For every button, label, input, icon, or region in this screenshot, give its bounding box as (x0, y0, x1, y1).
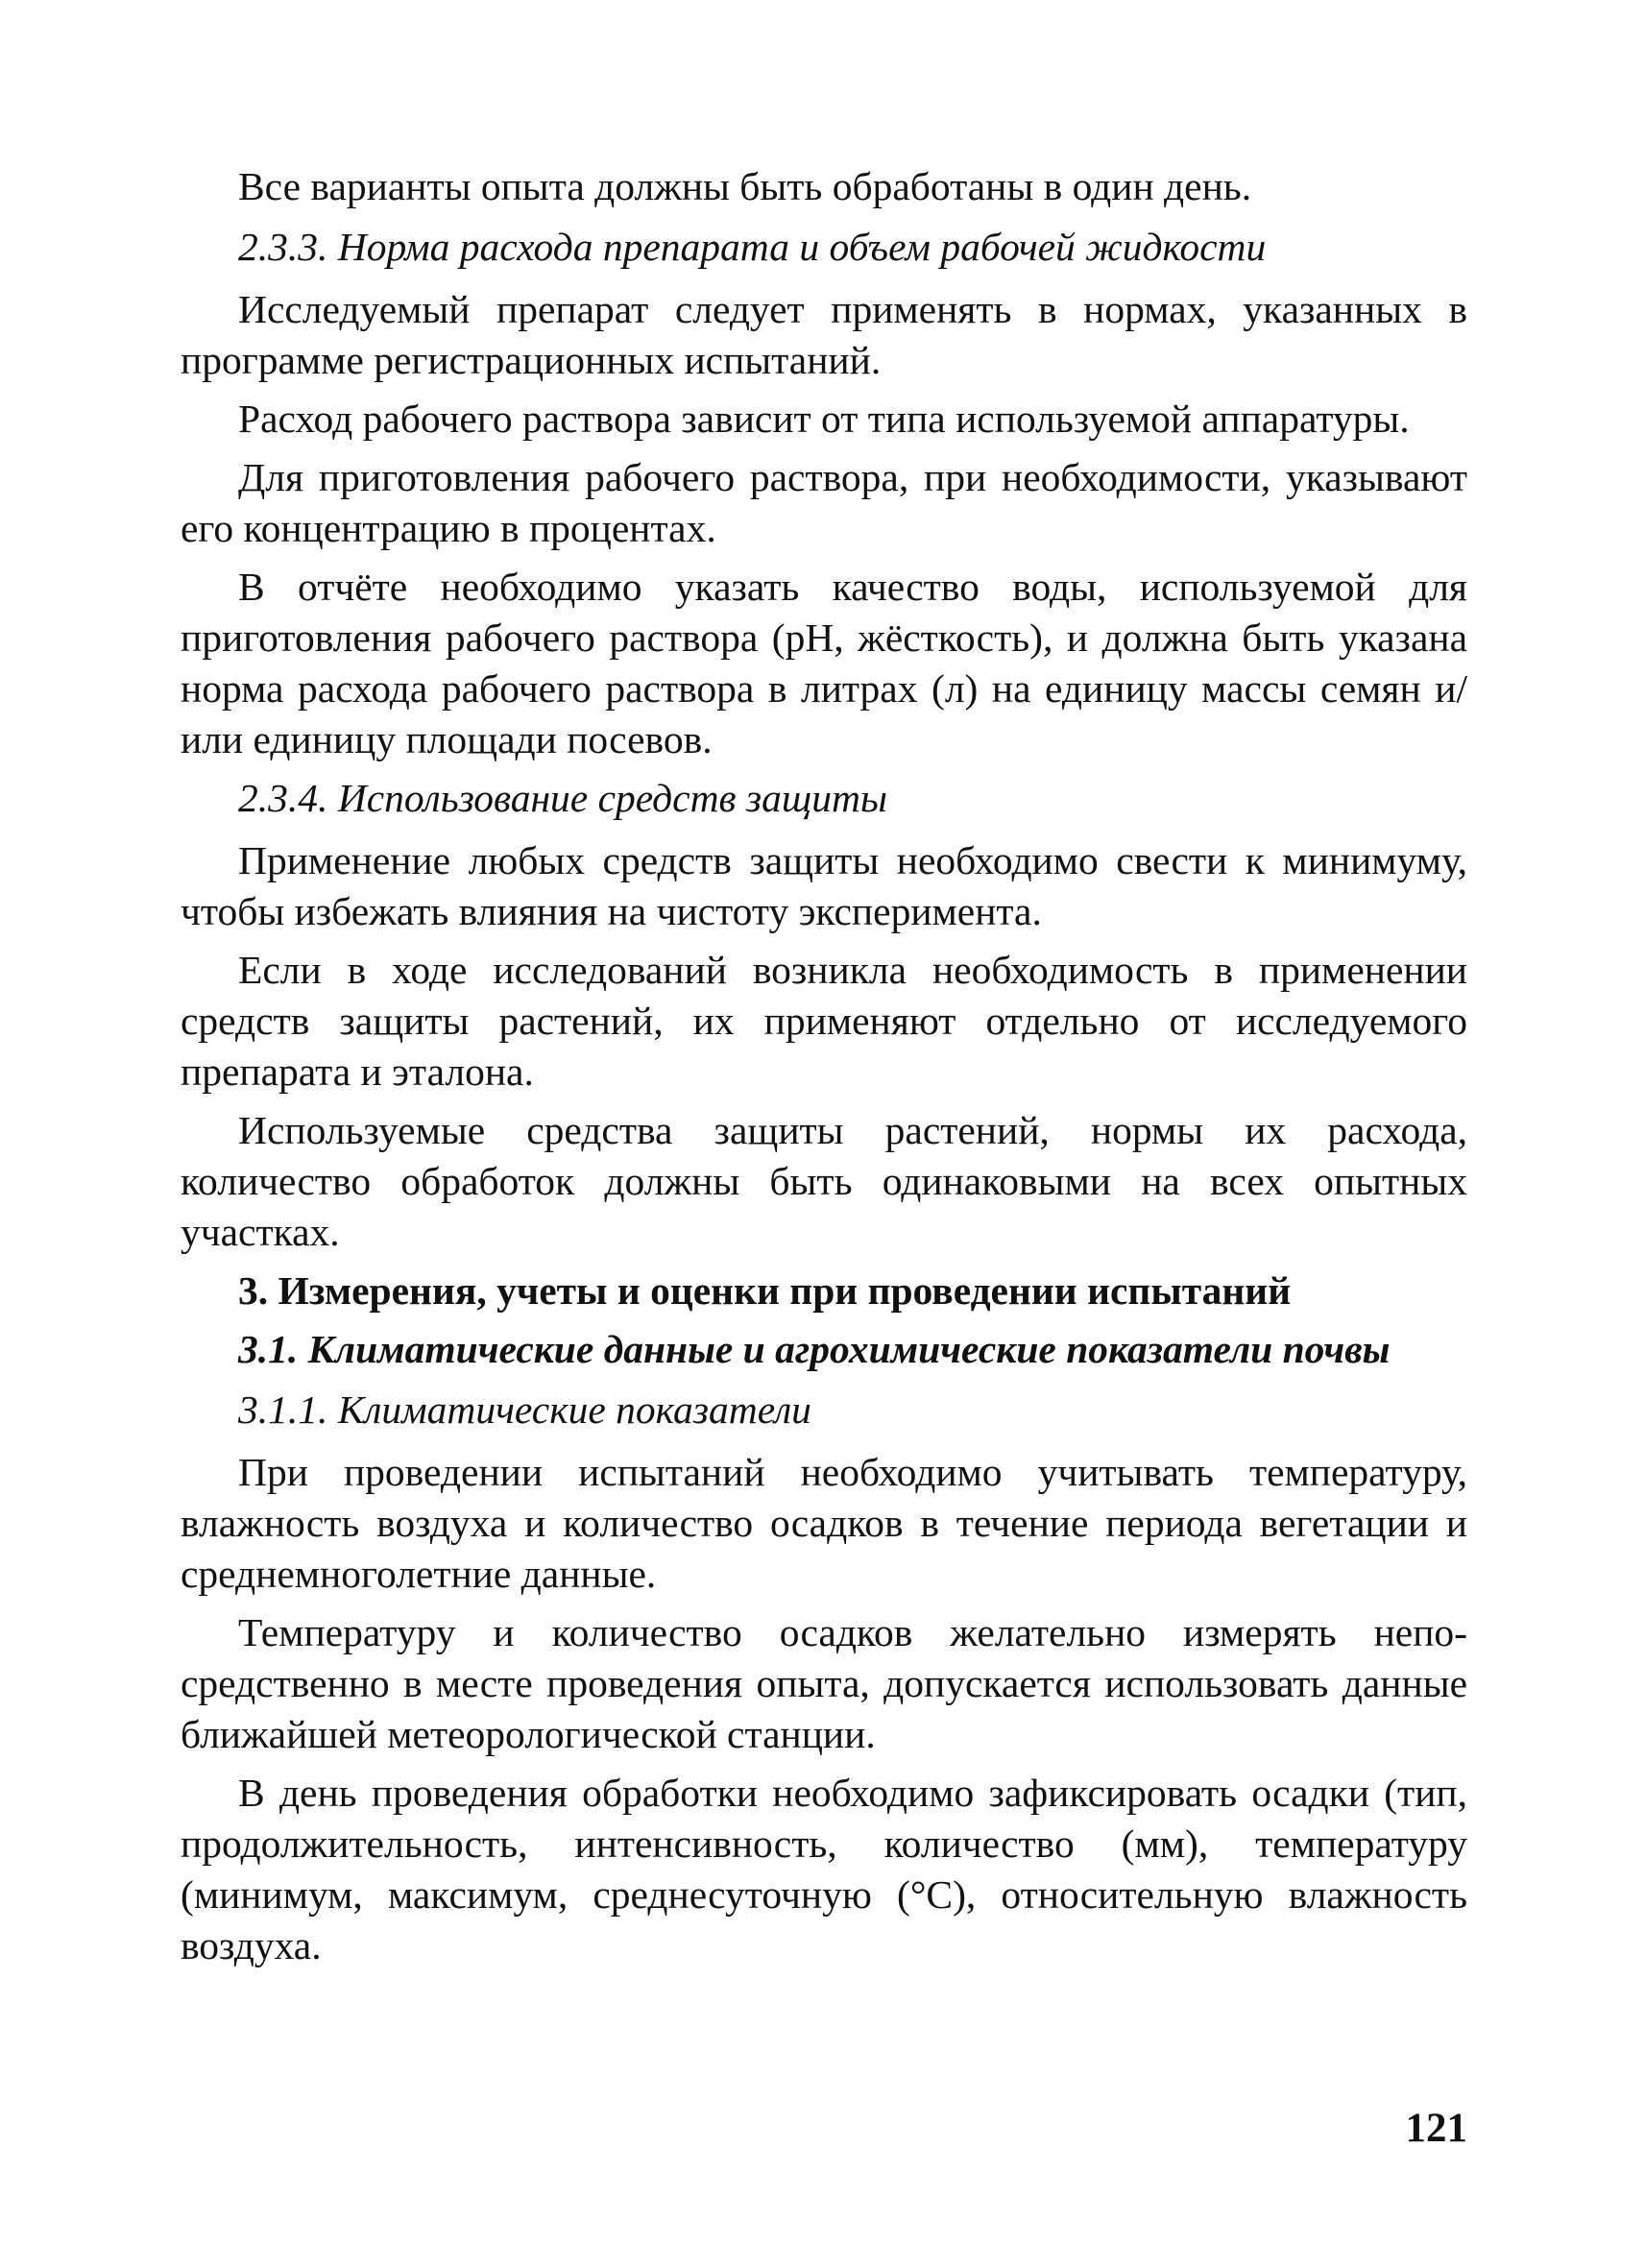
paragraph-norms: Исследуемый препарат следует применять в нормах, указанных в программе регистрационных испытаний. (181, 287, 1467, 382)
paragraph-protection-min: Применение любых средств защиты необходимо свести к минимуму, чтобы избежать влияния на чистоту эксперимента. (181, 838, 1467, 933)
paragraph-report: В отчёте необходимо указать качество воды, используемой для приготовления рабочего раствора (рН, жёсткость), и должна быть указана норма расхода рабочего раствора в литрах (л) на единицу массы семян и/или единицу площади посевов. (181, 565, 1467, 761)
paragraph-preparation: Для приготовления рабочего раствора, при необходимости, указывают его концентрацию в процентах. (181, 455, 1467, 550)
paragraph-treatment-day: В день проведения обработки необходимо зафиксировать осадки (тип, продолжительность, интенсивность, количество (мм), температуру (минимум, максимум, среднесуточную (°С), относительную влажность воздуха. (181, 1771, 1467, 1967)
paragraph-climate: При проведении испытаний необходимо учитывать температуру, влажность воздуха и количество осадков в течение периода вегетации и среднемноголетние данные. (181, 1450, 1467, 1596)
paragraph-protection-need: Если в ходе исследований возникла необходимость в применении средств защиты растений, их применяют отдельно от исследуемого препарата и эталона. (181, 948, 1467, 1094)
page-body (181, 161, 1467, 1979)
paragraph-temperature: Температуру и количество осадков желательно измерять непосредственно в месте проведения опыта, допускается использовать данные ближайшей метеорологической станции. (181, 1610, 1467, 1756)
paragraph-variants: Все варианты опыта должны быть обработаны в один день. (238, 164, 1252, 208)
paragraph-protection-same: Используемые средства защиты растений, нормы их расхода, количество обработок должны быть одинаковыми на всех опытных участках. (181, 1108, 1467, 1254)
subheading-2-3-3: 2.3.3. Норма расхода препарата и объем рабочей жидкости (238, 225, 1267, 269)
page-number: 121 (1405, 2106, 1467, 2151)
paragraph-consumption: Расход рабочего раствора зависит от типа используемой аппаратуры. (238, 397, 1410, 441)
subheading-2-3-4: 2.3.4. Использование средств защиты (238, 776, 888, 820)
subheading-3-1-1: 3.1.1. Климатические показатели (238, 1387, 811, 1432)
section-heading-3: 3. Измерения, учеты и оценки при проведении испытаний (238, 1268, 1292, 1313)
section-heading-3-1: 3.1. Климатические данные и агрохимические показатели почвы (238, 1327, 1391, 1371)
